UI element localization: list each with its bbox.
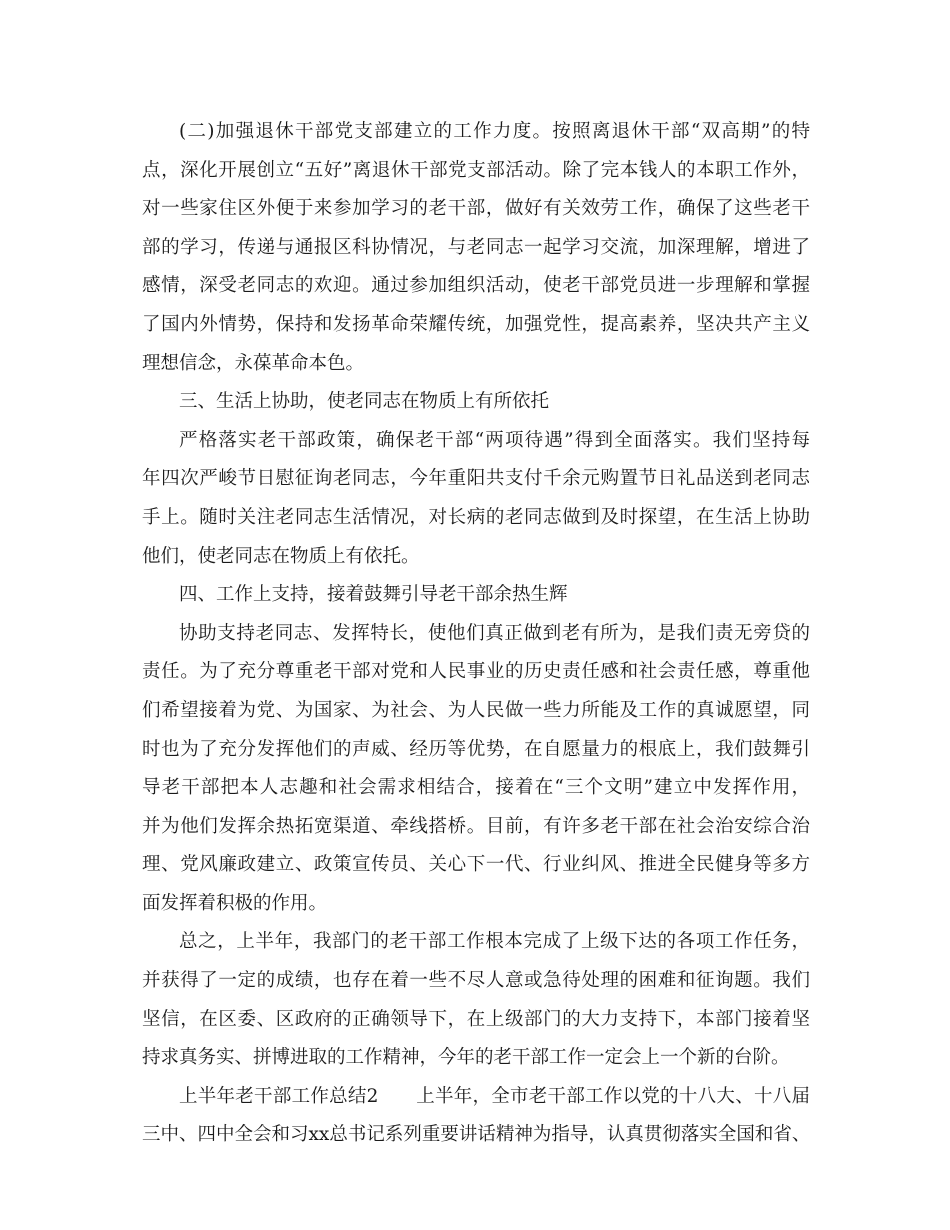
- summary-line-4: 持求真务实、拼博进取的工作精神，今年的老干部工作一定会上一个新的台阶。: [142, 1047, 790, 1069]
- paragraph-3-line-2: 年四次严峻节日慰征询老同志，今年重阳共支付千余元购置节日礼品送到老同志: [142, 468, 810, 490]
- section-4-heading: 四、工作上支持，接着鼓舞引导老干部余热生辉: [179, 584, 568, 606]
- paragraph-4-line-5: 导老干部把本人志趣和社会需求相结合，接着在“三个文明”建立中发挥作用，: [142, 777, 810, 799]
- paragraph-2-line-4: 部的学习，传递与通报区科协情况，与老同志一起学习交流，加深理解，增进了: [142, 236, 810, 258]
- paragraph-2-line-6: 了国内外情势，保持和发扬革命荣耀传统，加强党性，提高素养，坚决共产主义: [142, 313, 810, 335]
- paragraph-2-line-3: 对一些家住区外便于来参加学习的老干部，做好有关效劳工作，确保了这些老干: [142, 198, 810, 220]
- paragraph-3-line-1: 严格落实老干部政策，确保老干部“两项待遇”得到全面落实。我们坚持每: [179, 429, 810, 451]
- paragraph-4-line-7: 理、党风廉政建立、政策宣传员、关心下一代、行业纠风、推进全民健身等多方: [142, 854, 810, 876]
- paragraph-4-line-2: 责任。为了充分尊重老干部对党和人民事业的历史责任感和社会责任感，尊重他: [142, 661, 810, 683]
- paragraph-4-line-3: 们希望接着为党、为国家、为社会、为人民做一些力所能及工作的真诚愿望，同: [142, 699, 810, 721]
- section-3-heading: 三、生活上协助，使老同志在物质上有所依托: [179, 391, 550, 413]
- paragraph-3-line-4: 他们，使老同志在物质上有依托。: [142, 545, 420, 567]
- paragraph-4-line-8: 面发挥着积极的作用。: [142, 892, 328, 914]
- paragraph-2-line-5: 感情，深受老同志的欢迎。通过参加组织活动，使老干部党员进一步理解和掌握: [142, 275, 810, 297]
- paragraph-2-line-2: 点，深化开展创立“五好”离退休干部党支部活动。除了完本钱人的本职工作外，: [142, 159, 810, 181]
- paragraph-4-line-4: 时也为了充分发挥他们的声威、经历等优势，在自愿量力的根底上，我们鼓舞引: [142, 738, 810, 760]
- paragraph-2-line-7: 理想信念，永葆革命本色。: [142, 352, 365, 374]
- paragraph-3-line-3: 手上。随时关注老同志生活情况，对长病的老同志做到及时探望，在生活上协助: [142, 506, 810, 528]
- summary-line-2: 并获得了一定的成绩，也存在着一些不尽人意或急待处理的困难和征询题。我们: [142, 970, 810, 992]
- paragraph-4-line-6: 并为他们发挥余热拓宽渠道、牵线搭桥。目前，有许多老干部在社会治安综合治: [142, 815, 810, 837]
- report-2-line-1: 上半年老干部工作总结2 上半年，全市老干部工作以党的十八大、十八届: [179, 1085, 810, 1107]
- summary-line-1: 总之，上半年，我部门的老干部工作根本完成了上级下达的各项工作任务，: [179, 931, 810, 953]
- paragraph-4-line-1: 协助支持老同志、发挥特长，使他们真正做到老有所为，是我们责无旁贷的: [179, 622, 810, 644]
- summary-line-3: 坚信，在区委、区政府的正确领导下，在上级部门的大力支持下，本部门接着坚: [142, 1008, 810, 1030]
- document-body: [142, 113, 810, 1155]
- report-2-line-2: 三中、四中全会和习xx总书记系列重要讲话精神为指导，认真贯彻落实全国和省、: [142, 1124, 811, 1146]
- paragraph-2-line-1: (二)加强退休干部党支部建立的工作力度。按照离退休干部“双高期”的特: [179, 121, 810, 142]
